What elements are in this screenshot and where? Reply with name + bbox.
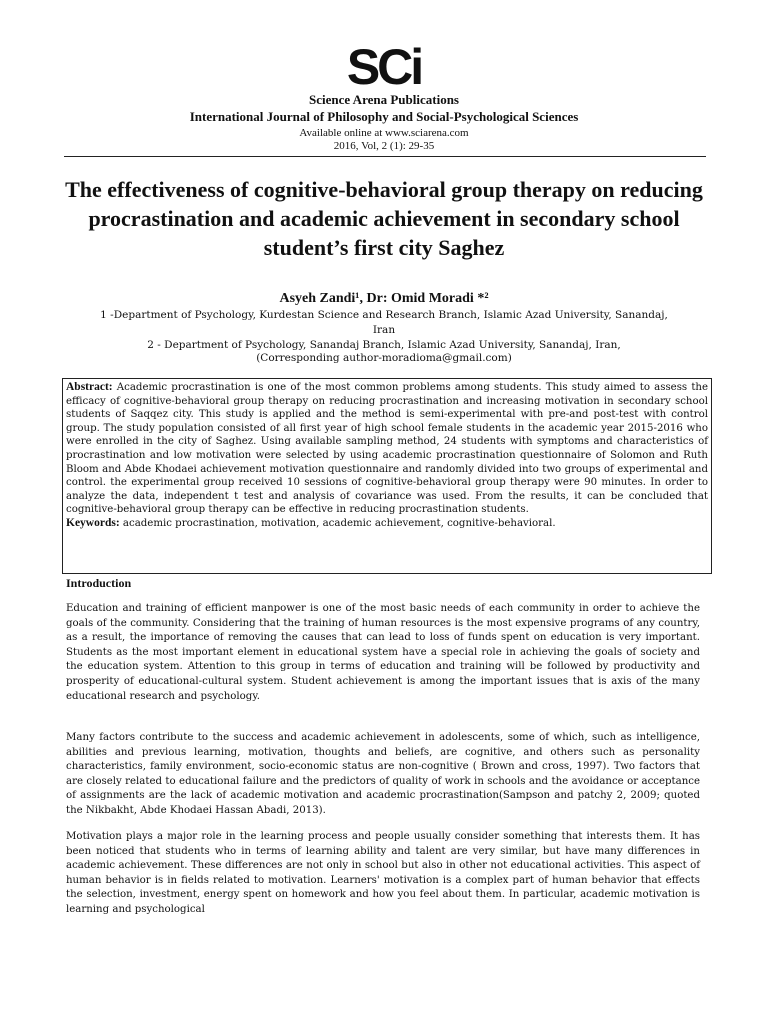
abstract-text: Academic procrastination is one of the most common problems among students. This study aimed to assess the efficacy of cognitive-behavioral group therapy on reducing procrastination and increasing motivation in secondary school students of Saqqez city. This study is applied and the method is semi-experimental with pre-and post-test with control group. The study population consisted of all first year of high school female students in the academic year 2015-2016 who were enrolled in the city of Saghez. Using available sampling method, 24 students with symptoms and characteristics of procrastination and low motivation were selected by using academic procrastination questionnaire of Solomon and Ruth Bloom and Abde Khodaei achievement motivation questionnaire and randomly divided into two groups of experimental and control. the experimental group received 10 sessions of cognitive-behavioral group therapy were 90 minutes. In order to analyze the data, independent t test and analysis of covariance was used. From the results, it can be concluded that cognitive-behavioral group therapy can be effective in reducing procrastination students. [66,382,708,516]
affiliation-1: 1 -Department of Psychology, Kurdestan Science and Research Branch, Islamic Azad University, Sanandaj, Iran [100,309,668,336]
availability-note: Available online at www.sciarena.com [299,127,469,139]
author-list: Asyeh Zandi¹, Dr: Omid Moradi *² [279,291,489,306]
journal-name: International Journal of Philosophy and Social-Psychological Sciences [189,109,579,124]
volume-info: 2016, Vol, 2 (1): 29-35 [333,140,435,152]
section-heading-introduction: Introduction [66,576,132,590]
publisher-name: Science Arena Publications [309,92,459,107]
affiliation-2: 2 - Department of Psychology, Sanandaj Branch, Islamic Azad University, Sanandaj, Iran, [147,339,621,351]
header-divider [64,156,706,157]
keywords-line [66,517,708,531]
abstract-body [66,382,708,515]
keywords-label: Keywords: [66,516,120,529]
publisher-logo [346,42,422,90]
paper-title: The effectiveness of cognitive-behavioral group therapy on reducing procrastination and academic achievement in secondary school student’s first city Saghez [65,177,703,260]
keywords-text: academic procrastination, motivation, academic achievement, cognitive-behavioral. [119,517,556,529]
logo-text: SCi [346,42,422,90]
paragraph: Education and training of efficient manpower is one of the most basic needs of each community in order to achieve the goals of the community. Considering that the training of human resources is the most expensive programs of any country, as a result, the importance of removing the causes that can lead to loss of funds spent on education is very important. Students as the most important element in educational system have a special role in achieving the goals of society and the education system. Attention to this group in terms of education and training will be followed by productivity and prosperity of educational-cultural system. Student achievement is among the important issues that is axis of the many educational research and psychology. [66,603,700,702]
abstract-label: Abstract: [66,381,113,393]
paragraph: Many factors contribute to the success and academic achievement in adolescents, some of which, such as intelligence, abilities and previous learning, motivation, thoughts and beliefs, are cognitive, and others such as personality characteristics, family environment, socio-economic status are non-cognitive ( Brown and cross, 1997). Two factors that are closely related to educational failure and the predictors of quality of work in schools and the avoidance or acceptance of assignments are the lack of academic motivation and academic procrastination(Sampson and patchy 2, 2009; quoted the Nikbakht, Abde Khodaei Hassan Abadi, 2013). [66,732,700,816]
abstract-box [62,378,712,574]
paragraph: Motivation plays a major role in the learning process and people usually consider something that interests them. It has been noticed that students who in terms of learning ability and talent are very similar, but have many differences in academic achievement. These differences are not only in school but also in other not educational activities. This aspect of human behavior is in fields related to motivation. Learners' motivation is a complex part of human behavior that effects the selection, investment, energy spent on homework and how you feel about them. In particular, academic motivation is learning and psychological [66,831,700,915]
corresponding-author: (Corresponding author-moradioma@gmail.com) [256,352,512,364]
